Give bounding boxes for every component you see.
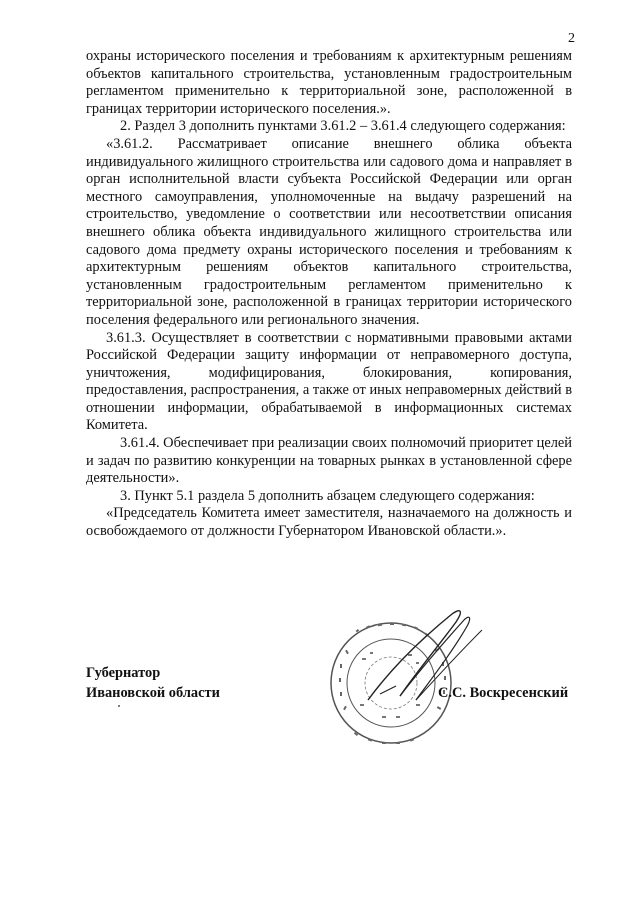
paragraph-continuation: охраны исторического поселения и требованиям к архитектурным решениям объектов капитального строительства, установленным градостроительным регламентом применительно к территориальной зоне, расположенной в границах территории исторического поселения.». (86, 48, 572, 117)
paragraph-3-61-3: 3.61.3. Осуществляет в соответствии с нормативными правовыми актами Российской Федерации защиту информации от неправомерного доступа, уничтожения, модифицирования, блокирования, копирования, предоставления, распространения, а также от иных неправомерных действий в отношении информации, обрабатываемой в информационных системах Комитета. (86, 329, 572, 434)
paragraph-3-61-2: «3.61.2. Рассматривает описание внешнего облика объекта индивидуального жилищного строительства или садового дома и направляет в орган исполнительной власти субъекта Российской Федерации или орган местного самоуправления, уполномоченные на выдачу разрешений на строительство, уведомление о соответствии или несоответствии описания внешнего облика объекта индивидуального жилищного строительства или садового дома предмету охраны исторического поселения и требованиям к архитектурным решениям объектов капитального строительства, установленным градостроительным регламентом применительно к территориальной зоне, расположенной в границах территории исторического поселения федерального или регионального значения. (86, 135, 572, 328)
ink-dot (118, 705, 120, 707)
signatory-position: Губернатор (86, 665, 161, 681)
signatory-name: С.С. Воскресенский (438, 685, 569, 701)
document-body (86, 48, 572, 541)
paragraph-item-3: 3. Пункт 5.1 раздела 5 дополнить абзацем следующего содержания: (120, 487, 535, 504)
paragraph-3-61-4: 3.61.4. Обеспечивает при реализации своих полномочий приоритет целей и задач по развитию конкуренции на товарных рынках в установленной сфере деятельности». (86, 435, 572, 487)
signatory-region: Ивановской области (86, 685, 220, 701)
signature-block (86, 663, 220, 703)
page-number: 2 (568, 31, 575, 46)
paragraph-item-2: 2. Раздел 3 дополнить пунктами 3.61.2 – 3.61.4 следующего содержания: (120, 118, 566, 135)
paragraph-deputy: «Председатель Комитета имеет заместителя, назначаемого на должность и освобождаемого от должности Губернатором Ивановской области.». (86, 505, 572, 540)
